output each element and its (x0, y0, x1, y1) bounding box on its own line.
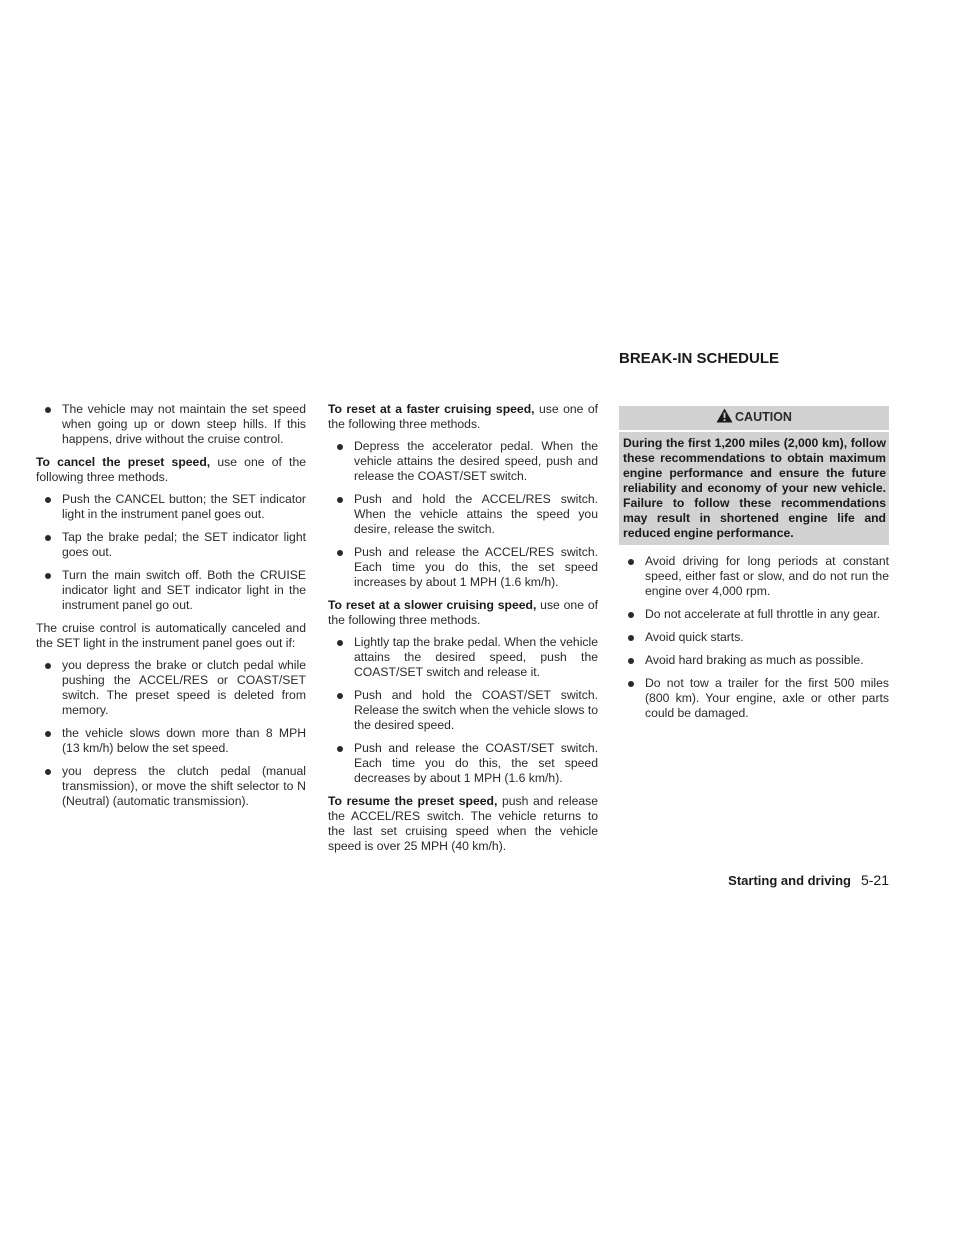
middle-column (328, 402, 598, 861)
list-item: Avoid driving for long periods at constant speed, either fast or slow, and do not run the engine over 4,000 rpm. (619, 554, 889, 599)
paragraph-slower (328, 598, 598, 628)
paragraph-text: use one of the following three methods. (328, 402, 598, 431)
list-item: Avoid quick starts. (619, 630, 889, 645)
list-item: you depress the clutch pedal (manual transmission), or move the shift selector to N (Neutral) (automatic transmission). (36, 764, 306, 809)
bullet-list (36, 402, 306, 447)
list-item: Lightly tap the brake pedal. When the vehicle attains the desired speed, push the COAST/SET switch and release it. (328, 635, 598, 680)
list-item: Avoid hard braking as much as possible. (619, 653, 889, 668)
paragraph-cancel (36, 455, 306, 485)
caution-box (619, 406, 889, 545)
page-footer (728, 872, 889, 889)
bullet-list (328, 635, 598, 786)
bullet-list (36, 492, 306, 613)
caution-header (619, 406, 889, 432)
list-item: Push and hold the COAST/SET switch. Release the switch when the vehicle slows to the desired speed. (328, 688, 598, 733)
paragraph-text: push and release the ACCEL/RES switch. The vehicle returns to the last set cruising speed when the vehicle speed is over 25 MPH (40 km/h). (328, 794, 598, 853)
footer-section-title: Starting and driving (728, 873, 851, 888)
list-item: Push and hold the ACCEL/RES switch. When the vehicle attains the speed you desire, release the switch. (328, 492, 598, 537)
list-item: Push the CANCEL button; the SET indicator light in the instrument panel goes out. (36, 492, 306, 522)
list-item: Push and release the COAST/SET switch. Each time you do this, the set speed decreases by about 1 MPH (1.6 km/h). (328, 741, 598, 786)
list-item: Do not tow a trailer for the first 500 miles (800 km). Your engine, axle or other parts could be damaged. (619, 676, 889, 721)
left-column (36, 402, 306, 817)
list-item: the vehicle slows down more than 8 MPH (13 km/h) below the set speed. (36, 726, 306, 756)
right-column (619, 350, 889, 729)
paragraph-auto-cancel: The cruise control is automatically canceled and the SET light in the instrument panel goes out if: (36, 621, 306, 650)
paragraph-faster (328, 402, 598, 432)
list-item: The vehicle may not maintain the set speed when going up or down steep hills. If this happens, drive without the cruise control. (36, 402, 306, 447)
list-item: Turn the main switch off. Both the CRUISE indicator light and SET indicator light in the instrument panel go out. (36, 568, 306, 613)
list-item: Push and release the ACCEL/RES switch. Each time you do this, the set speed increases by about 1 MPH (1.6 km/h). (328, 545, 598, 590)
bullet-list (36, 658, 306, 809)
caution-text: During the first 1,200 miles (2,000 km), follow these recommendations to obtain maximum engine performance and ensure the future reliability and economy of your new vehicle. Failure to follow these recommendations may result in shortened engine life and reduced engine performance. (623, 436, 886, 540)
caution-title: CAUTION (735, 410, 792, 424)
paragraph-resume (328, 794, 598, 854)
bullet-list (328, 439, 598, 590)
warning-triangle-icon (716, 408, 733, 428)
lead-text: To reset at a slower cruising speed, (328, 598, 537, 612)
lead-text: To resume the preset speed, (328, 794, 498, 808)
bullet-list (619, 554, 889, 721)
paragraph-text: use one of the following three methods. (36, 455, 306, 484)
list-item: Depress the accelerator pedal. When the vehicle attains the desired speed, push and release the COAST/SET switch. (328, 439, 598, 484)
paragraph-text: use one of the following three methods. (328, 598, 598, 627)
lead-text: To reset at a faster cruising speed, (328, 402, 535, 416)
page-number: 5-21 (860, 872, 889, 888)
lead-text: To cancel the preset speed, (36, 455, 211, 469)
section-heading: BREAK-IN SCHEDULE (619, 350, 780, 367)
list-item: you depress the brake or clutch pedal while pushing the ACCEL/RES or COAST/SET switch. The preset speed is deleted from memory. (36, 658, 306, 718)
list-item: Tap the brake pedal; the SET indicator light goes out. (36, 530, 306, 560)
list-item: Do not accelerate at full throttle in any gear. (619, 607, 889, 622)
